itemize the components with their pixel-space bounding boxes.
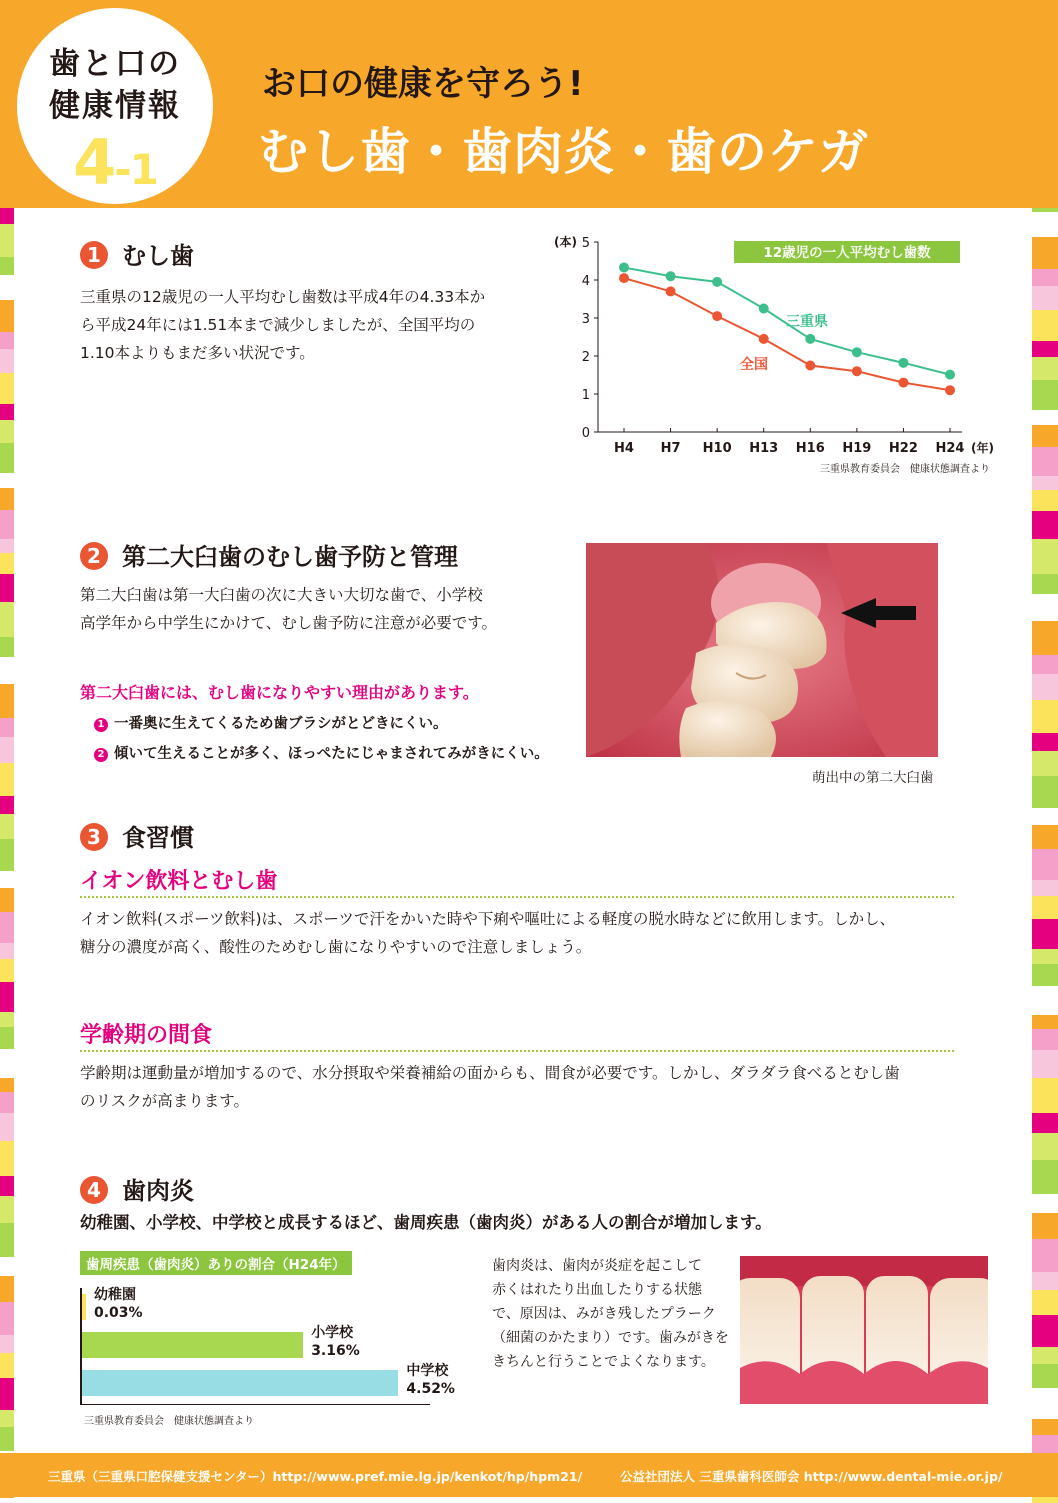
- gingivitis-line: （細菌のかたまり）です。歯みがきを: [492, 1330, 729, 1346]
- section2-text: [80, 581, 497, 637]
- section4-title: 歯肉炎: [122, 1177, 194, 1205]
- stripe-segment: [1032, 1050, 1058, 1078]
- bar-value: 3.16%: [311, 1343, 360, 1359]
- stripe-segment: [0, 553, 14, 574]
- stripe-segment: [1032, 1160, 1058, 1194]
- stripe-segment: [0, 718, 14, 737]
- stripe-segment: [1032, 237, 1058, 269]
- section4-lead: 幼稚園、小学校、中学校と成長するほど、歯周疾患（歯肉炎）がある人の割合が増加します。: [80, 1213, 772, 1232]
- stripe-segment: [0, 943, 14, 959]
- stripe-segment: [0, 574, 14, 602]
- stripe-segment: [1032, 896, 1058, 919]
- bar-category: 小学校: [311, 1325, 354, 1341]
- stripe-segment: [1032, 733, 1058, 751]
- section1-line: ら平成24年には1.51本まで減少しましたが、全国平均の: [80, 316, 476, 334]
- stripe-segment: [1032, 1029, 1058, 1050]
- stripe-segment: [0, 1410, 14, 1427]
- snack-line: 学齢期は運動量が増加するので、水分摂取や栄養補給の面からも、間食が必要です。しかし、ダラダラ食べるとむし歯: [80, 1064, 900, 1082]
- section1-line: 1.10本よりもまだ多い状況です。: [80, 344, 315, 362]
- stripe-segment: [1032, 1015, 1058, 1029]
- bar-中学校: [82, 1370, 398, 1396]
- stripe-segment: [0, 796, 14, 814]
- right-stripe-border: [1032, 0, 1058, 1497]
- x-tick-label: H16: [795, 441, 825, 456]
- bar-value: 4.52%: [406, 1381, 455, 1397]
- stripe-segment: [1032, 919, 1058, 949]
- data-point: [852, 347, 862, 357]
- bar-label: [311, 1324, 360, 1360]
- stripe-segment: [1032, 1272, 1058, 1290]
- reason-item: [94, 712, 448, 733]
- stripe-segment: [0, 1176, 14, 1196]
- stripe-segment: [1032, 986, 1058, 1015]
- stripe-segment: [0, 912, 14, 943]
- bar-label: [406, 1362, 455, 1398]
- page-subtitle: お口の健康を守ろう!: [262, 64, 584, 104]
- stripe-segment: [0, 539, 14, 553]
- section4-number: 4: [80, 1176, 108, 1204]
- gingivitis-chart-title: 歯周疾患（歯肉炎）ありの割合（H24年）: [80, 1251, 352, 1275]
- ion-drink-heading: イオン飲料とむし歯: [80, 869, 278, 894]
- second-molar-photo: [586, 543, 938, 757]
- x-tick-label: H22: [888, 441, 918, 456]
- stripe-segment: [0, 1113, 14, 1141]
- x-tick-label: H24: [935, 441, 965, 456]
- reason-number: 1: [94, 718, 108, 732]
- topic-badge: [17, 8, 213, 204]
- section1-line: 三重県の12歳児の一人平均むし歯数は平成4年の4.33本か: [80, 288, 486, 306]
- stripe-segment: [1032, 574, 1058, 594]
- stripe-segment: [0, 1302, 14, 1335]
- stripe-segment: [0, 1335, 14, 1353]
- stripe-segment: [1032, 380, 1058, 410]
- data-point: [852, 366, 862, 376]
- section4-heading: [80, 1171, 194, 1206]
- stripe-segment: [0, 839, 14, 871]
- section1-number: 1: [80, 241, 108, 269]
- stripe-segment: [0, 473, 14, 488]
- snack-heading: 学齢期の間食: [80, 1023, 213, 1048]
- y-tick-label: 0: [581, 426, 590, 441]
- footer-dental-association-link[interactable]: 公益社団法人 三重県歯科医師会 http://www.dental-mie.or.jp/: [620, 1469, 1003, 1484]
- stripe-segment: [0, 657, 14, 684]
- stripe-segment: [0, 443, 14, 473]
- stripe-segment: [1032, 1194, 1058, 1213]
- left-stripe-border: [0, 0, 14, 1497]
- stripe-segment: [0, 1223, 14, 1257]
- section3-title: 食習慣: [122, 824, 194, 852]
- caries-line-chart: [550, 228, 1000, 480]
- gingivitis-photo: [740, 1256, 988, 1404]
- data-point: [898, 358, 908, 368]
- y-tick-label: 1: [581, 388, 590, 403]
- stripe-segment: [1032, 410, 1058, 425]
- reason-text: 一番奥に生えてくるため歯ブラシがとどきにくい。: [114, 716, 448, 732]
- y-tick-label: 2: [581, 350, 590, 365]
- gingivitis-line: きちんと行うことでよくなります。: [492, 1354, 715, 1370]
- stripe-segment: [1032, 776, 1058, 808]
- stripe-segment: [0, 257, 14, 275]
- y-unit-label: (本): [554, 235, 577, 249]
- gingivitis-line: 歯肉炎は、歯肉が炎症を起こして: [492, 1258, 702, 1274]
- stripe-segment: [0, 1378, 14, 1410]
- stripe-segment: [0, 1092, 14, 1113]
- stripe-segment: [1032, 539, 1058, 574]
- stripe-segment: [0, 684, 14, 718]
- data-point: [805, 361, 815, 371]
- stripe-segment: [1032, 1315, 1058, 1347]
- stripe-segment: [0, 1196, 14, 1223]
- bar-category: 中学校: [406, 1363, 449, 1379]
- stripe-segment: [1032, 357, 1058, 380]
- data-point: [666, 271, 676, 281]
- stripe-segment: [0, 373, 14, 404]
- bar-value: 0.03%: [94, 1305, 143, 1321]
- stripe-segment: [0, 1049, 14, 1078]
- stripe-segment: [1032, 269, 1058, 286]
- stripe-segment: [0, 510, 14, 539]
- stripe-segment: [0, 420, 14, 443]
- badge-number-sub: -1: [114, 145, 157, 194]
- badge-line1: 歯と口の: [49, 46, 181, 82]
- bar-chart-baseline: [80, 1404, 430, 1405]
- stripe-segment: [1032, 1133, 1058, 1160]
- stripe-segment: [1032, 1419, 1058, 1435]
- data-point: [805, 334, 815, 344]
- stripe-segment: [0, 224, 14, 257]
- data-point: [759, 334, 769, 344]
- section1-title: むし歯: [122, 242, 194, 270]
- data-point: [619, 262, 629, 272]
- stripe-segment: [1032, 511, 1058, 539]
- stripe-segment: [1032, 1388, 1058, 1419]
- data-point: [712, 311, 722, 321]
- stripe-segment: [1032, 1364, 1058, 1388]
- data-point: [666, 286, 676, 296]
- dotted-divider: [80, 1050, 954, 1052]
- stripe-segment: [1032, 964, 1058, 986]
- stripe-segment: [1032, 700, 1058, 733]
- data-point: [945, 370, 955, 380]
- snack-text: [80, 1059, 900, 1115]
- badge-line2: 健康情報: [49, 88, 181, 124]
- stripe-segment: [0, 488, 14, 510]
- stripe-segment: [0, 1353, 14, 1378]
- stripe-segment: [0, 814, 14, 839]
- stripe-segment: [0, 275, 14, 300]
- bar-小学校: [82, 1332, 303, 1358]
- badge-number: [17, 126, 213, 199]
- dotted-divider: [80, 896, 954, 898]
- stripe-segment: [1032, 286, 1058, 310]
- bar-幼稚園: [82, 1294, 86, 1320]
- stripe-segment: [0, 763, 14, 796]
- page-header: [0, 0, 1058, 208]
- snack-line: のリスクが高まります。: [80, 1092, 249, 1110]
- stripe-segment: [1032, 1213, 1058, 1239]
- reason-title: 第二大臼歯には、むし歯になりやすい理由があります。: [80, 683, 479, 702]
- page-footer: [0, 1453, 1058, 1497]
- reason-text: 傾いて生えることが多く、ほっぺたにじゃまされてみがきにくい。: [114, 746, 549, 762]
- series-label-national: 全国: [740, 357, 768, 373]
- stripe-segment: [1032, 447, 1058, 476]
- stripe-segment: [0, 404, 14, 420]
- badge-number-main: 4: [73, 126, 115, 199]
- stripe-segment: [1032, 490, 1058, 511]
- line-chart-source: 三重県教育委員会 健康状態調査より: [820, 464, 990, 475]
- stripe-segment: [1032, 1239, 1058, 1272]
- stripe-segment: [1032, 621, 1058, 655]
- section3-number: 3: [80, 823, 108, 851]
- section1-heading: [80, 236, 194, 271]
- section2-title: 第二大臼歯のむし歯予防と管理: [122, 543, 458, 571]
- ion-drink-text: [80, 905, 895, 961]
- stripe-segment: [1032, 425, 1058, 447]
- bar-category: 幼稚園: [94, 1287, 136, 1303]
- stripe-segment: [0, 1276, 14, 1302]
- stripe-segment: [0, 332, 14, 349]
- x-tick-label: H7: [660, 441, 681, 456]
- section1-text: [80, 283, 485, 367]
- reason-number: 2: [94, 748, 108, 762]
- gingivitis-bar-chart: [80, 1280, 455, 1410]
- stripe-segment: [0, 349, 14, 373]
- chart-title: 12歳児の一人平均むし歯数: [763, 245, 931, 261]
- stripe-segment: [1032, 212, 1058, 237]
- page-title: むし歯・歯肉炎・歯のケガ: [258, 123, 869, 181]
- stripe-segment: [1032, 825, 1058, 849]
- stripe-segment: [1032, 674, 1058, 700]
- y-tick-label: 3: [581, 312, 590, 327]
- data-point: [759, 304, 769, 314]
- gingivitis-line: 赤くはれたり出血したりする状態: [492, 1282, 702, 1298]
- y-tick-label: 4: [581, 274, 590, 289]
- stripe-segment: [1032, 310, 1058, 341]
- stripe-segment: [0, 871, 14, 888]
- series-label-mie: 三重県: [786, 314, 828, 330]
- stripe-segment: [0, 1078, 14, 1092]
- stripe-segment: [0, 888, 14, 912]
- stripe-segment: [0, 1141, 14, 1176]
- stripe-segment: [0, 1427, 14, 1451]
- stripe-segment: [0, 1257, 14, 1276]
- stripe-segment: [1032, 1078, 1058, 1113]
- stripe-segment: [1032, 341, 1058, 357]
- reason-item: [94, 742, 549, 763]
- ion-drink-line: イオン飲料(スポーツ飲料)は、スポーツで汗をかいた時や下痢や嘔吐による軽度の脱水時などに飲用します。しかし、: [80, 910, 896, 928]
- stripe-segment: [1032, 476, 1058, 490]
- stripe-segment: [1032, 808, 1058, 825]
- bar-chart-source: 三重県教育委員会 健康状態調査より: [84, 1416, 254, 1427]
- stripe-segment: [1032, 1347, 1058, 1364]
- stripe-segment: [0, 982, 14, 1012]
- x-tick-label: H13: [749, 441, 779, 456]
- data-point: [619, 273, 629, 283]
- section3-heading: [80, 818, 194, 853]
- ion-drink-line: 糖分の濃度が高く、酸性のためむし歯になりやすいので注意しましょう。: [80, 938, 592, 956]
- section2-line: 第二大臼歯は第一大臼歯の次に大きい大切な歯で、小学校: [80, 586, 483, 604]
- stripe-segment: [1032, 1290, 1058, 1315]
- gingivitis-line: で、原因は、みがき残したプラーク: [492, 1306, 716, 1322]
- section2-number: 2: [80, 542, 108, 570]
- stripe-segment: [1032, 849, 1058, 880]
- section2-line: 高学年から中学生にかけて、むし歯予防に注意が必要です。: [80, 614, 497, 632]
- x-tick-label: H10: [702, 441, 732, 456]
- bar-label: [94, 1286, 143, 1322]
- stripe-segment: [0, 1012, 14, 1027]
- section2-heading: [80, 537, 458, 572]
- stripe-segment: [1032, 1113, 1058, 1133]
- stripe-segment: [1032, 594, 1058, 621]
- data-point: [712, 277, 722, 287]
- x-unit-label: (年): [971, 441, 994, 455]
- stripe-segment: [1032, 751, 1058, 776]
- stripe-segment: [0, 602, 14, 637]
- photo-caption: 萌出中の第二大臼歯: [812, 770, 934, 786]
- y-tick-label: 5: [581, 236, 590, 251]
- data-point: [898, 378, 908, 388]
- stripe-segment: [0, 637, 14, 657]
- stripe-segment: [0, 959, 14, 982]
- x-tick-label: H19: [842, 441, 872, 456]
- stripe-segment: [1032, 655, 1058, 674]
- stripe-segment: [1032, 949, 1058, 964]
- stripe-segment: [0, 1027, 14, 1049]
- data-point: [945, 385, 955, 395]
- x-tick-label: H4: [614, 441, 634, 456]
- stripe-segment: [1032, 880, 1058, 896]
- gingivitis-description: [492, 1254, 729, 1374]
- stripe-segment: [0, 737, 14, 763]
- stripe-segment: [0, 300, 14, 332]
- footer-prefecture-link[interactable]: 三重県（三重県口腔保健支援センター）http://www.pref.mie.lg.jp/kenkot/hp/hpm21/: [48, 1469, 583, 1484]
